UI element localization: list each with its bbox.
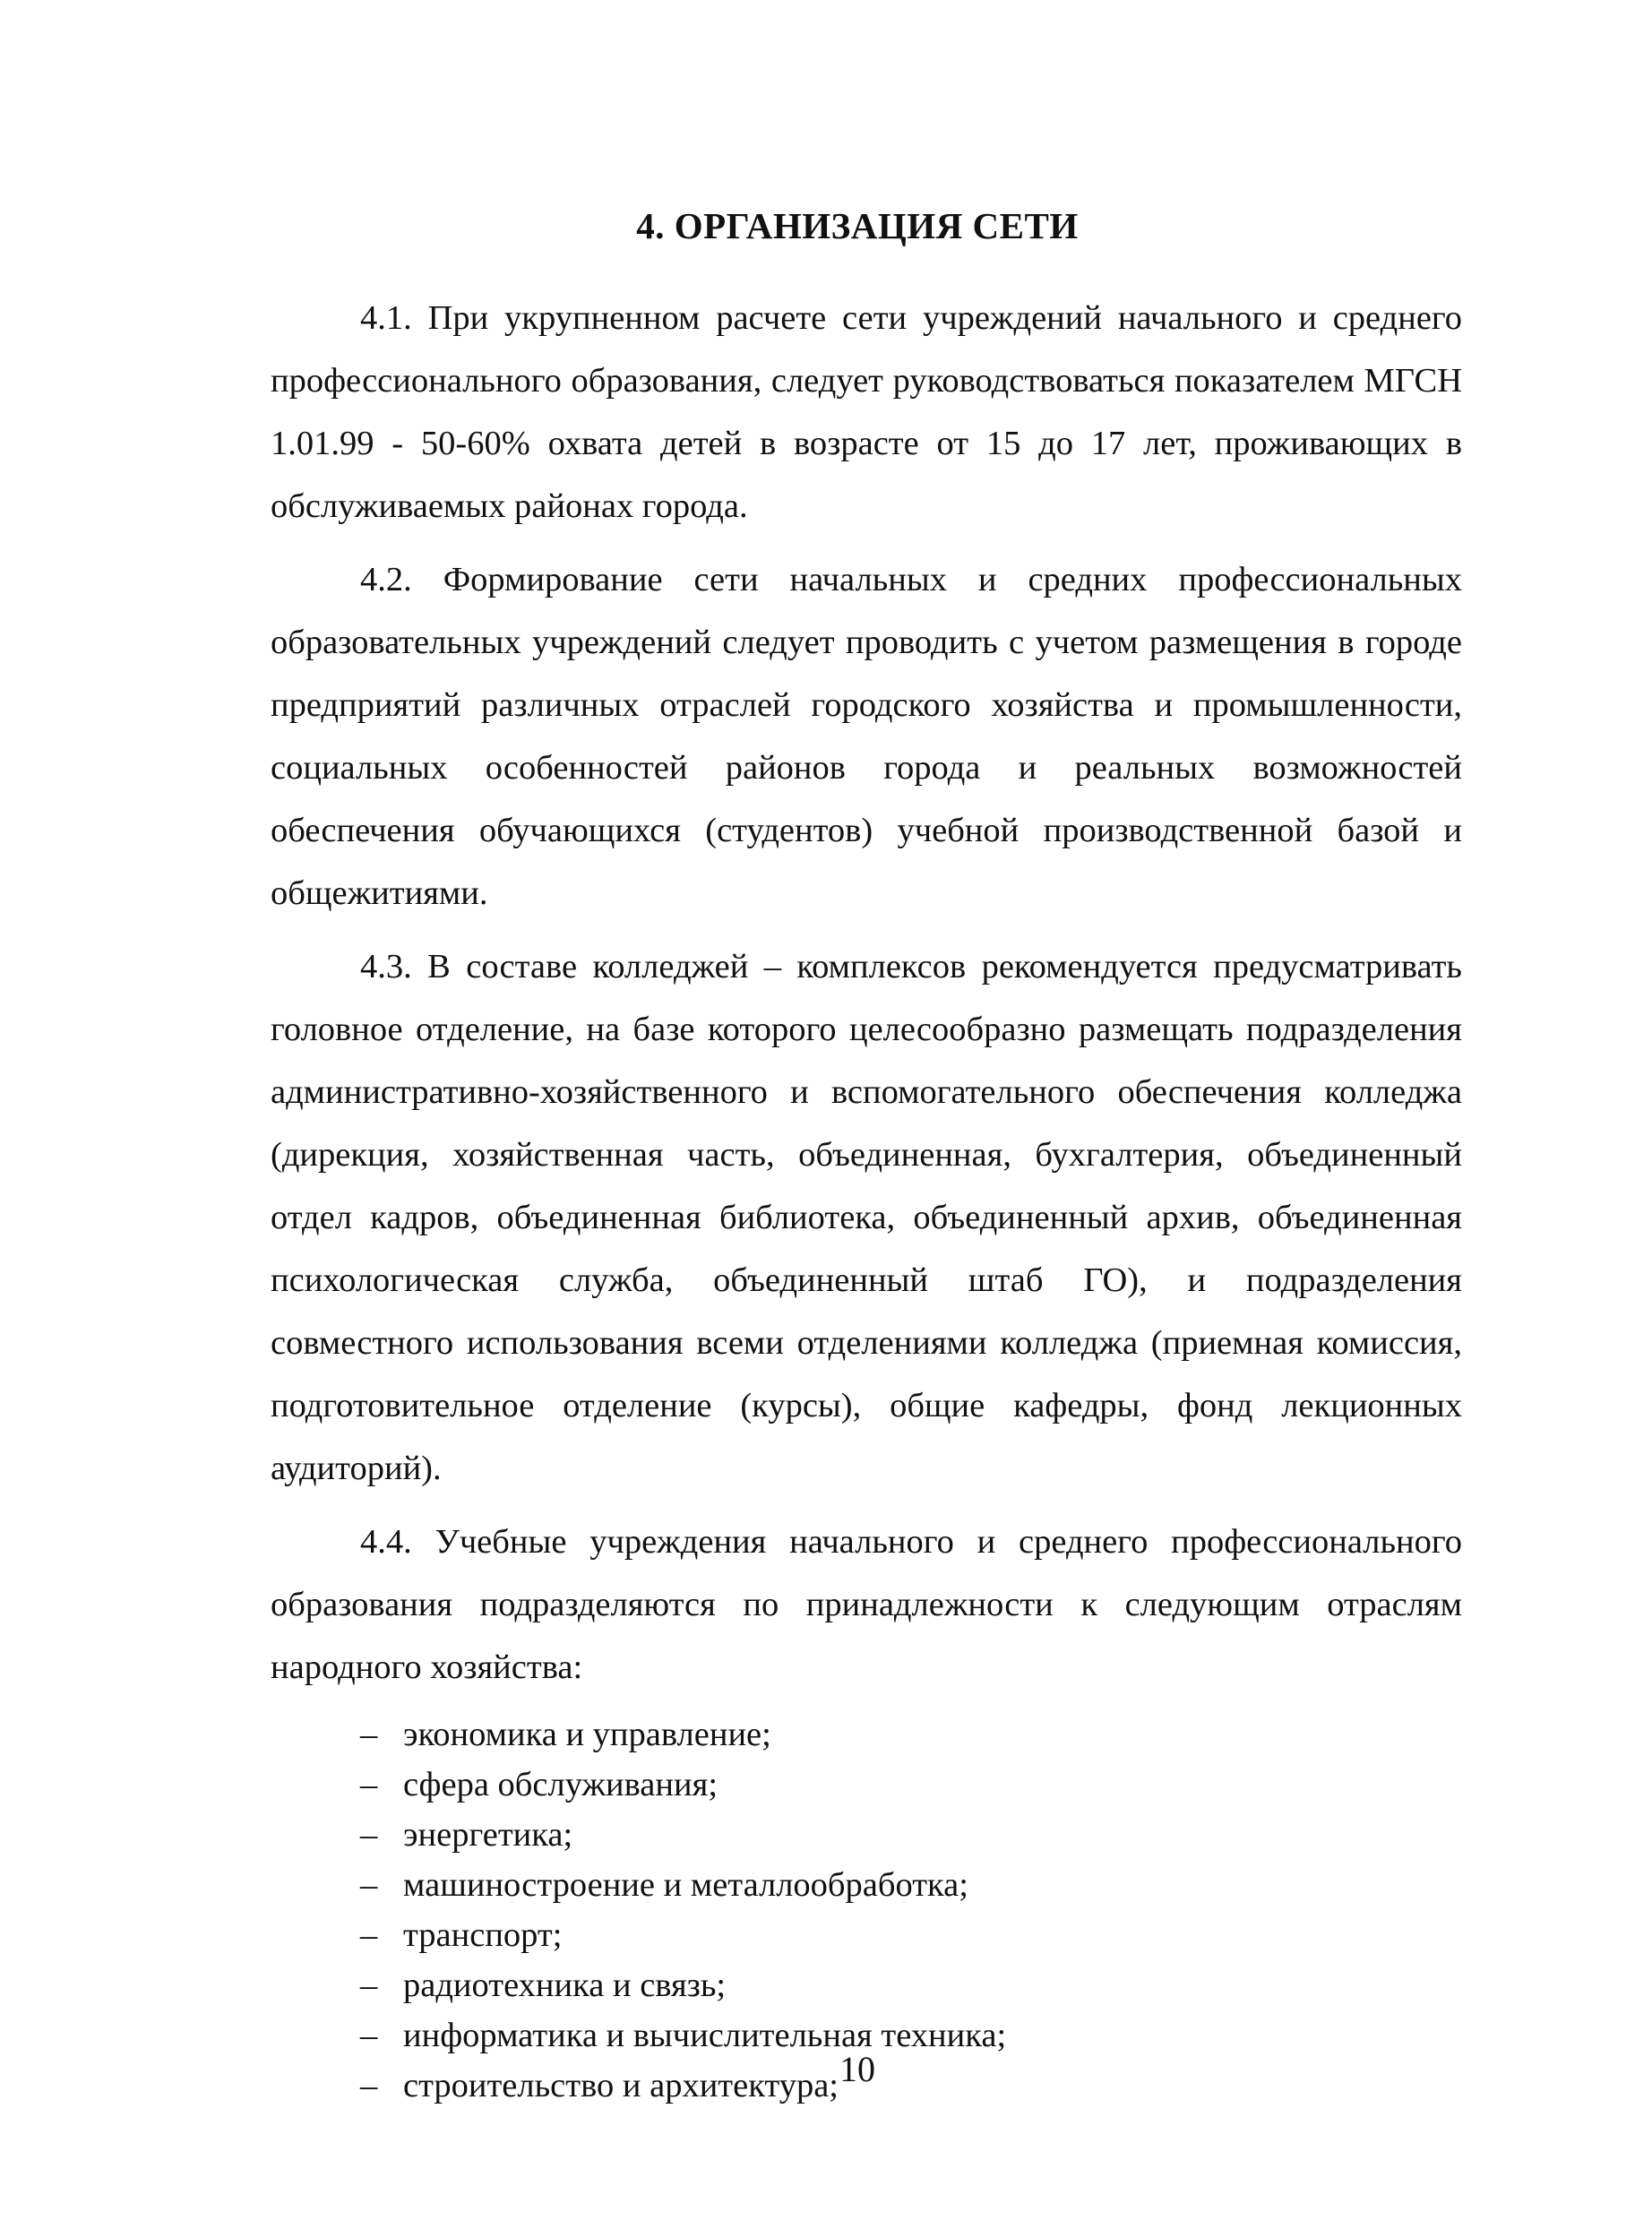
dash-marker: – (360, 1916, 378, 1954)
list-item-text: строительство и архитектура; (403, 2067, 839, 2104)
list-item (271, 1709, 1462, 1760)
list-item (271, 1910, 1462, 1960)
paragraph-4-2: 4.2. Формирование сети начальных и средних профессиональных образовательных учреждений следует проводить с учетом размещения в городе предприятий различных отраслей городского хозяйства и промышленности, социальных особенностей районов города и реальных возможностей обеспечения обучающихся (студентов) учебной производственной базой и общежитиями. (271, 561, 1462, 912)
list-item-text: энергетика; (403, 1816, 573, 1854)
dash-marker: – (360, 2067, 378, 2104)
list-item (271, 1860, 1462, 1910)
dash-marker: – (360, 1766, 378, 1803)
list-item-text: машиностроение и металлообработка; (403, 1866, 968, 1904)
paragraph-4-1: 4.1. При укрупненном расчете сети учреждений начального и среднего профессионального образования, следует руководствоваться показателем МГСН 1.01.99 - 50-60% охвата детей в возрасте от 15 до 17 лет, проживающих в обслуживаемых районах города. (271, 299, 1462, 525)
paragraph-4-4: 4.4. Учебные учреждения начального и среднего профессионального образования подразделяются по принадлежности к следующим отраслям народного хозяйства: (271, 1523, 1462, 1686)
list-item (271, 1960, 1462, 2010)
dash-marker: – (360, 1967, 378, 2004)
list-item-text: экономика и управление; (403, 1716, 771, 1753)
body-text (271, 287, 1462, 2111)
dash-marker: – (360, 1816, 378, 1854)
dash-marker: – (360, 1716, 378, 1753)
list-item-text: радиотехника и связь; (403, 1967, 727, 2004)
list-item-text: информатика и вычислительная техника; (403, 2017, 1007, 2054)
list-item (271, 1810, 1462, 1860)
dash-marker: – (360, 2017, 378, 2054)
list-item (271, 1760, 1462, 1810)
dash-marker: – (360, 1866, 378, 1904)
list-item-text: сфера обслуживания; (403, 1766, 718, 1803)
paragraph-4-3: 4.3. В составе колледжей – комплексов рекомендуется предусматривать головное отделение, на базе которого целесообразно размещать подразделения административно-хозяйственного и вспомогательного обеспечения колледжа (дирекция, хозяйственная часть, объединенная, бухгалтерия, объединенный отдел кадров, объединенная библиотека, объединенный архив, объединенная психологическая служба, объединенный штаб ГО), и подразделения совместного использования всеми отделениями колледжа (приемная комиссия, подготовительное отделение (курсы), общие кафедры, фонд лекционных аудиторий). (271, 948, 1462, 1487)
page-number: 10 (839, 2049, 875, 2089)
section-heading: 4. ОРГАНИЗАЦИЯ СЕТИ (636, 205, 1079, 246)
list-item-text: транспорт; (403, 1916, 563, 1954)
